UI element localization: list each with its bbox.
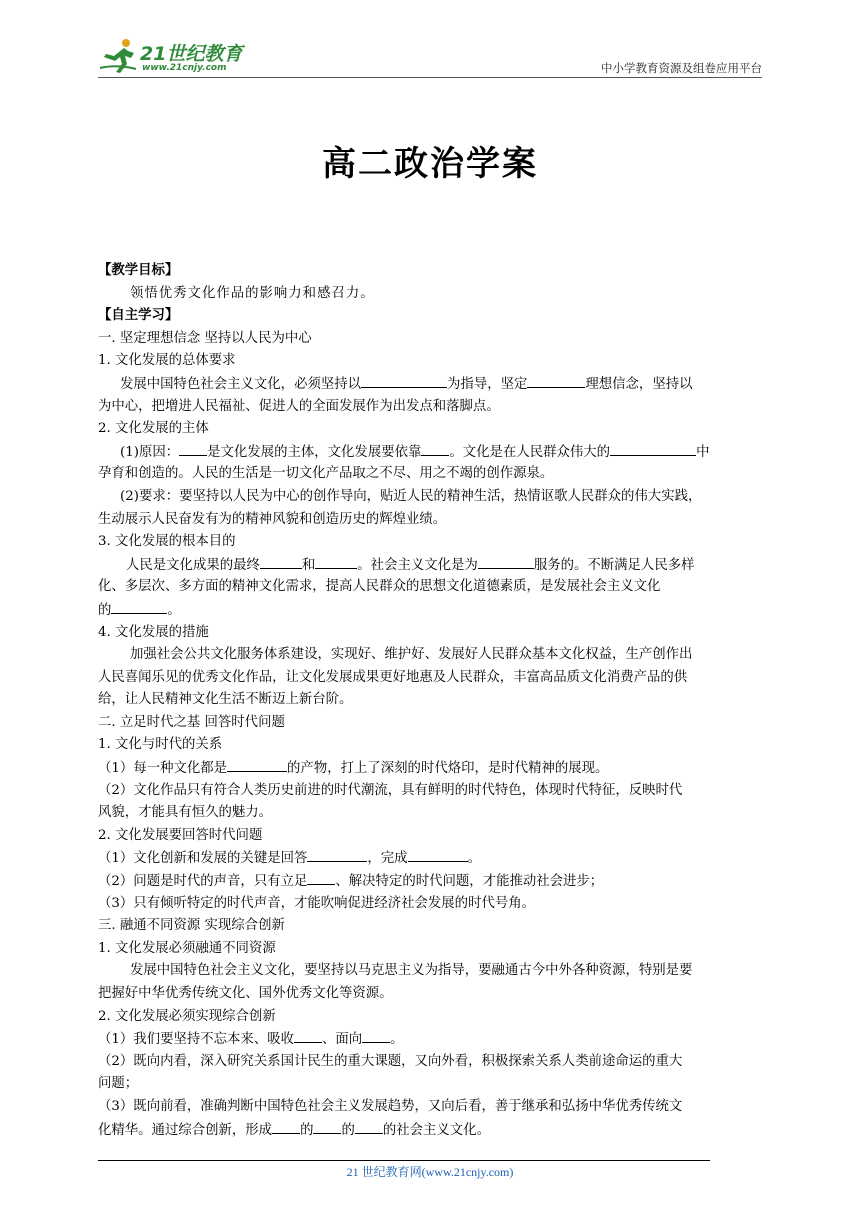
fill-blank[interactable]	[421, 441, 449, 456]
paragraph-line: （2）既向内看，深入研究关系国计民生的重大课题，又向外看，积极探索关系人类前途命运的重大	[98, 1053, 683, 1069]
fill-blank[interactable]	[227, 757, 287, 772]
page-header	[98, 30, 762, 80]
header-divider	[98, 77, 762, 78]
paragraph-line: 孕育和创造的。人民的生活是一切文化产品取之不尽、用之不竭的创作源泉。	[98, 466, 554, 482]
fill-blank[interactable]	[315, 554, 357, 569]
paragraph-line: （2）问题是时代的声音，只有立足 、解决特定的时代问题，才能推动社会进步；	[98, 870, 762, 893]
fill-blank[interactable]	[478, 554, 534, 569]
document-body	[98, 260, 762, 1141]
part-heading-3: 三. 融通不同资源 实现综合创新	[98, 918, 285, 934]
paragraph-line: 问题；	[98, 1076, 139, 1092]
paragraph-line: 发展中国特色社会主义文化，必须坚持以 为指导，坚定 理想信念，坚持以	[98, 373, 762, 396]
paragraph-line: 为中心，把增进人民福祉、促进人的全面发展作为出发点和落脚点。	[98, 398, 500, 414]
subheading-1-4: 4. 文化发展的措施	[98, 624, 209, 640]
section-heading-self-study: 【自主学习】	[98, 308, 179, 324]
logo-text: 21世纪教育	[140, 43, 243, 65]
fill-blank[interactable]	[307, 847, 367, 862]
fill-blank[interactable]	[272, 1119, 300, 1134]
fill-blank[interactable]	[355, 1119, 383, 1134]
fill-blank[interactable]	[361, 373, 447, 388]
part-heading-2: 二. 立足时代之基 回答时代问题	[98, 714, 285, 730]
paragraph-line: (1)原因： 是文化发展的主体，文化发展要依靠 。文化是在人民群众伟大的 中	[98, 441, 762, 464]
fill-blank[interactable]	[527, 373, 585, 388]
paragraph-line: 把握好中华优秀传统文化、国外优秀文化等资源。	[98, 986, 393, 1001]
fill-blank[interactable]	[362, 1028, 390, 1043]
footer-divider	[98, 1160, 710, 1161]
logo-url: www.21cnjy.com	[142, 63, 227, 73]
paragraph-line: 化精华。通过综合创新，形成 的 的 的社会主义文化。	[98, 1119, 762, 1142]
platform-name: 中小学教育资源及组卷应用平台	[601, 61, 762, 75]
paragraph-line: 风貌，才能具有恒久的魅力。	[98, 805, 273, 821]
paragraph-line: (2)要求：要坚持以人民为中心的创作导向，贴近人民的精神生活，热情讴歌人民群众的伟大实践，	[120, 488, 702, 504]
runner-icon	[98, 38, 138, 74]
fill-blank[interactable]	[408, 847, 468, 862]
fill-blank[interactable]	[294, 1028, 322, 1043]
fill-blank[interactable]	[313, 1119, 341, 1134]
fill-blank[interactable]	[307, 870, 335, 885]
goal-text: 领悟优秀文化作品的影响力和感召力。	[130, 285, 375, 301]
fill-blank[interactable]	[111, 599, 167, 614]
paragraph-line: 人民是文化成果的最终 和 。社会主义文化是为 服务的。不断满足人民多样	[98, 554, 762, 577]
footer-link[interactable]: 21 世纪教育网(www.21cnjy.com)	[346, 1165, 514, 1179]
fill-blank[interactable]	[260, 554, 302, 569]
subheading-1-2: 2. 文化发展的主体	[98, 421, 209, 437]
paragraph-line: （1）每一种文化都是 的产物，打上了深刻的时代烙印，是时代精神的展现。	[98, 757, 762, 780]
fill-blank[interactable]	[179, 441, 207, 456]
page-title: 高二政治学案	[322, 144, 538, 184]
paragraph-line: 给，让人民精神文化生活不断迈上新台阶。	[98, 692, 353, 708]
paragraph-line: 人民喜闻乐见的优秀文化作品，让文化发展成果更好地惠及人民群众，丰富高品质文化消费产品的供	[98, 669, 688, 685]
paragraph-line: （3）只有倾听特定的时代声音，才能吹响促进经济社会发展的时代号角。	[98, 895, 536, 911]
paragraph-line: 发展中国特色社会主义文化，要坚持以马克思主义为指导，要融通古今中外各种资源，特别是要	[130, 963, 693, 979]
fill-blank[interactable]	[610, 441, 696, 456]
paragraph-line: （1）文化创新和发展的关键是回答 ，完成 。	[98, 847, 762, 870]
paragraph-line: 加强社会公共文化服务体系建设，实现好、维护好、发展好人民群众基本文化权益，生产创作出	[130, 647, 693, 663]
subheading-2-2: 2. 文化发展要回答时代问题	[98, 827, 263, 843]
site-logo[interactable]	[98, 38, 258, 78]
subheading-1-1: 1. 文化发展的总体要求	[98, 353, 236, 369]
paragraph-line: （1）我们要坚持不忘本来、吸收 、面向 。	[98, 1028, 762, 1051]
subheading-2-1: 1. 文化与时代的关系	[98, 737, 223, 753]
subheading-3-1: 1. 文化发展必须融通不同资源	[98, 940, 276, 956]
part-heading-1: 一. 坚定理想信念 坚持以人民为中心	[98, 330, 312, 346]
paragraph-line: 的 。	[98, 599, 762, 622]
subheading-3-2: 2. 文化发展必须实现综合创新	[98, 1008, 276, 1024]
paragraph-line: 化、多层次、多方面的精神文化需求，提高人民群众的思想文化道德素质，是发展社会主义文化	[98, 579, 661, 595]
paragraph-line: 生动展示人民奋发有为的精神风貌和创造历史的辉煌业绩。	[98, 511, 447, 527]
paragraph-line: （3）既向前看，准确判断中国特色社会主义发展趋势，又向后看，善于继承和弘扬中华优秀传统文	[98, 1098, 683, 1114]
subheading-1-3: 3. 文化发展的根本目的	[98, 534, 236, 550]
section-heading-goal: 【教学目标】	[98, 263, 179, 278]
paragraph-line: （2）文化作品只有符合人类历史前进的时代潮流，具有鲜明的时代特色，体现时代特征，反映时代	[98, 782, 683, 798]
